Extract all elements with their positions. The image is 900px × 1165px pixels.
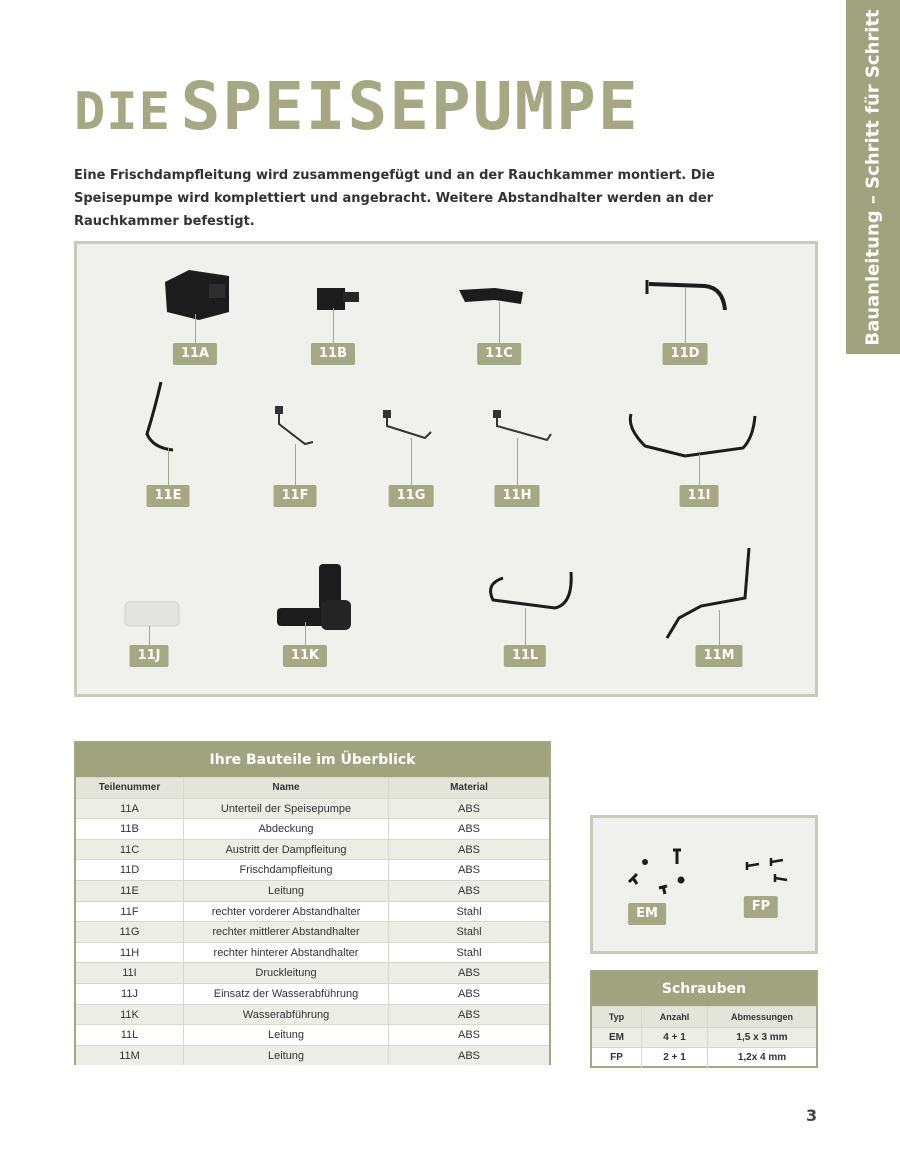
screws-table-header-row: [592, 1006, 816, 1027]
table-cell: ABS: [457, 843, 480, 856]
table-cell: 11I: [76, 963, 184, 983]
column-header: Typ: [592, 1007, 642, 1027]
part-label-11g: 11G: [389, 485, 434, 507]
table-row: [76, 1024, 549, 1045]
part-11a-image: [159, 268, 235, 322]
table-cell: rechter mittlerer Abstandhalter: [184, 922, 389, 942]
screws-photo: [590, 815, 818, 954]
column-header: Material: [450, 782, 488, 793]
stem-11d: [685, 288, 686, 344]
table-cell: 11D: [76, 860, 184, 880]
table-cell: 11K: [76, 1005, 184, 1025]
stem-11f: [295, 444, 296, 486]
parts-table: [74, 741, 551, 1065]
parts-table-body: [76, 798, 549, 1066]
side-tab-label: Bauanleitung – Schritt für Schritt: [862, 8, 884, 346]
table-cell: rechter hinterer Abstandhalter: [184, 943, 389, 963]
part-11f-image: [269, 404, 319, 452]
table-cell: 4 + 1: [642, 1028, 708, 1048]
part-label-11e: 11E: [147, 485, 190, 507]
screw-label-fp: FP: [744, 896, 778, 918]
screws-fp-image: [741, 854, 797, 888]
table-row: [76, 798, 549, 819]
part-label-11b: 11B: [311, 343, 355, 365]
parts-table-title: Ihre Bauteile im Überblick: [76, 743, 549, 777]
table-cell: EM: [592, 1028, 642, 1048]
table-cell: Frischdampfleitung: [184, 860, 389, 880]
part-label-11d: 11D: [663, 343, 708, 365]
intro-text: Eine Frischdampfleitung wird zusammengefügt und an der Rauchkammer montiert. Die Speisepumpe wird komplettiert und angebracht. Weitere Abstandhalter werden an der Rauchkammer befestigt.: [74, 168, 715, 229]
table-cell: 1,5 x 3 mm: [736, 1031, 788, 1043]
table-cell: 11F: [76, 902, 184, 922]
stem-11h: [517, 438, 518, 486]
page-title-prefix: DIE: [74, 82, 171, 142]
part-11j-image: [121, 596, 183, 632]
table-cell: 11B: [76, 819, 184, 839]
page-number: 3: [806, 1106, 818, 1125]
table-cell: Leitung: [184, 881, 389, 901]
part-label-11h: 11H: [495, 485, 540, 507]
table-cell: Einsatz der Wasserabführung: [184, 984, 389, 1004]
table-row: [76, 901, 549, 922]
table-cell: Stahl: [456, 905, 482, 918]
table-cell: ABS: [457, 884, 480, 897]
table-cell: Wasserabführung: [184, 1005, 389, 1025]
table-cell: ABS: [457, 823, 480, 836]
table-cell: 11A: [76, 799, 184, 819]
table-row: [76, 962, 549, 983]
table-cell: Abdeckung: [184, 819, 389, 839]
part-label-11l: 11L: [504, 645, 546, 667]
table-cell: Unterteil der Speisepumpe: [184, 799, 389, 819]
part-label-11a: 11A: [173, 343, 217, 365]
stem-11a: [195, 314, 196, 344]
table-cell: FP: [592, 1048, 642, 1068]
table-cell: Leitung: [184, 1025, 389, 1045]
table-cell: ABS: [457, 1049, 480, 1062]
stem-11l: [525, 608, 526, 646]
table-cell: 11M: [76, 1046, 184, 1066]
parts-table-header-row: [76, 777, 549, 798]
part-label-11m: 11M: [695, 645, 742, 667]
table-row: [76, 859, 549, 880]
part-11b-image: [313, 284, 363, 314]
column-header: Anzahl: [642, 1007, 708, 1027]
part-11c-image: [455, 284, 527, 312]
table-cell: 11J: [76, 984, 184, 1004]
table-row: [592, 1027, 816, 1048]
part-label-11f: 11F: [274, 485, 317, 507]
table-cell: ABS: [457, 1029, 480, 1042]
table-cell: 1,2x 4 mm: [737, 1052, 787, 1064]
table-cell: Austritt der Dampfleitung: [184, 840, 389, 860]
table-row: [592, 1047, 816, 1068]
table-row: [76, 880, 549, 901]
table-cell: ABS: [457, 987, 480, 1000]
table-cell: 2 + 1: [642, 1048, 708, 1068]
table-row: [76, 818, 549, 839]
table-cell: rechter vorderer Abstandhalter: [184, 902, 389, 922]
table-row: [76, 839, 549, 860]
table-row: [76, 921, 549, 942]
screw-label-em: EM: [628, 903, 666, 925]
part-11d-image: [643, 276, 733, 316]
page-title: [74, 68, 640, 145]
table-cell: Druckleitung: [184, 963, 389, 983]
stem-11i: [699, 454, 700, 486]
part-label-11k: 11K: [283, 645, 327, 667]
table-row: [76, 983, 549, 1004]
parts-photo: [74, 241, 818, 697]
part-label-11i: 11I: [680, 485, 719, 507]
table-cell: Leitung: [184, 1046, 389, 1066]
table-cell: 11H: [76, 943, 184, 963]
part-11m-image: [657, 544, 757, 644]
column-header: Name: [184, 778, 389, 798]
screws-table-title: Schrauben: [592, 972, 816, 1006]
table-cell: 11G: [76, 922, 184, 942]
stem-11e: [168, 448, 169, 486]
screws-table: [590, 970, 818, 1068]
table-cell: ABS: [457, 967, 480, 980]
column-header: Abmessungen: [730, 1012, 793, 1022]
part-11k-image: [273, 560, 369, 644]
part-label-11c: 11C: [477, 343, 521, 365]
column-header: Teilenummer: [76, 778, 184, 798]
table-row: [76, 942, 549, 963]
stem-11c: [499, 302, 500, 344]
table-cell: ABS: [457, 802, 480, 815]
stem-11m: [719, 610, 720, 646]
part-11g-image: [379, 408, 439, 448]
part-11l-image: [481, 566, 577, 616]
table-cell: 11L: [76, 1025, 184, 1045]
screws-em-image: [621, 842, 701, 898]
table-cell: Stahl: [456, 946, 482, 959]
part-label-11j: 11J: [130, 645, 169, 667]
table-cell: ABS: [457, 864, 480, 877]
stem-11j: [149, 626, 150, 646]
stem-11k: [305, 622, 306, 646]
table-cell: ABS: [457, 1008, 480, 1021]
part-11i-image: [625, 408, 761, 464]
stem-11g: [411, 438, 412, 486]
stem-11b: [333, 308, 334, 344]
side-tab: [846, 0, 900, 354]
table-row: [76, 1004, 549, 1025]
page-title-main: SPEISEPUMPE: [180, 68, 640, 145]
part-11e-image: [139, 378, 189, 458]
table-cell: 11E: [76, 881, 184, 901]
table-cell: 11C: [76, 840, 184, 860]
table-row: [76, 1045, 549, 1066]
table-cell: Stahl: [456, 926, 482, 939]
part-11h-image: [489, 408, 559, 448]
